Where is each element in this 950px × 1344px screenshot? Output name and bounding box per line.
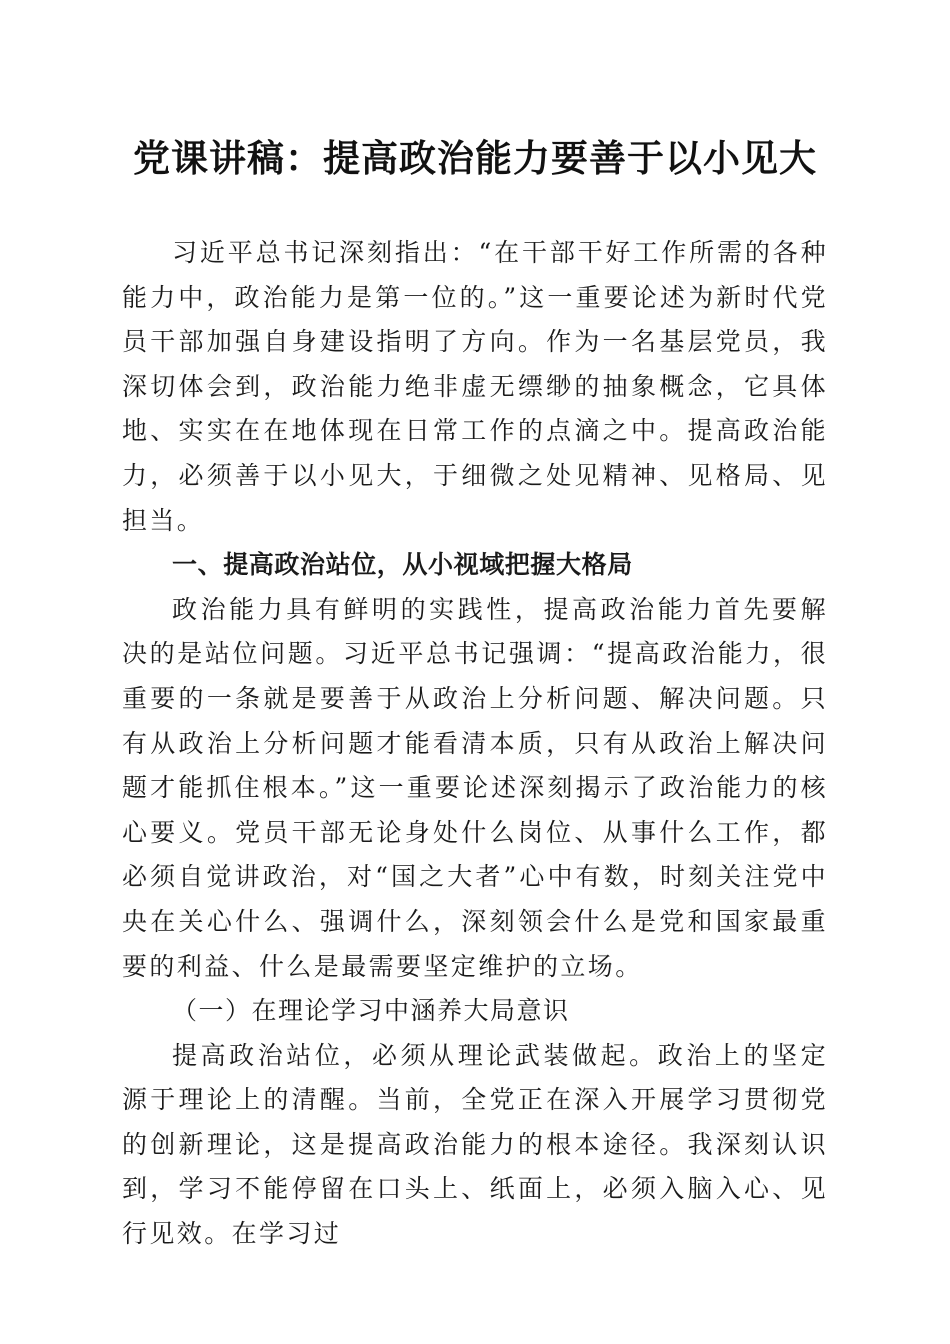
document-title: 党课讲稿：提高政治能力要善于以小见大 (133, 136, 817, 180)
subsection-1-paragraph: 提高政治站位，必须从理论武装做起。政治上的坚定源于理论上的清醒。当前，全党正在深入开展学习贯彻党的创新理论，这是提高政治能力的根本途径。我深刻认识到，学习不能停留在口头上、纸面上，必须入脑入心、见行见效。在学习过 (122, 1040, 828, 1249)
intro-paragraph: 习近平总书记深刻指出：“在干部干好工作所需的各种能力中，政治能力是第一位的。”这一重要论述为新时代党员干部加强自身建设指明了方向。作为一名基层党员，我深切体会到，政治能力绝非虚无缥缈的抽象概念，它具体地、实实在在地体现在日常工作的点滴之中。提高政治能力，必须善于以小见大，于细微之处见精神、见格局、见担当。 (122, 238, 828, 535)
section-1-paragraph: 政治能力具有鲜明的实践性，提高政治能力首先要解决的是站位问题。习近平总书记强调：“提高政治能力，很重要的一条就是要善于从政治上分析问题、解决问题。只有从政治上分析问题才能看清本质，只有从政治上解决问题才能抓住根本。”这一重要论述深刻揭示了政治能力的核心要义。党员干部无论身处什么岗位、从事什么工作，都必须自觉讲政治，对“国之大者”心中有数，时刻关注党中央在关心什么、强调什么，深刻领会什么是党和国家最重要的利益、什么是最需要坚定维护的立场。 (122, 594, 828, 981)
document-body (122, 231, 828, 1257)
section-heading-1: 一、提高政治站位，从小视域把握大格局 (172, 550, 633, 580)
subsection-heading-1: （一）在理论学习中涵养大局意识 (172, 996, 570, 1026)
